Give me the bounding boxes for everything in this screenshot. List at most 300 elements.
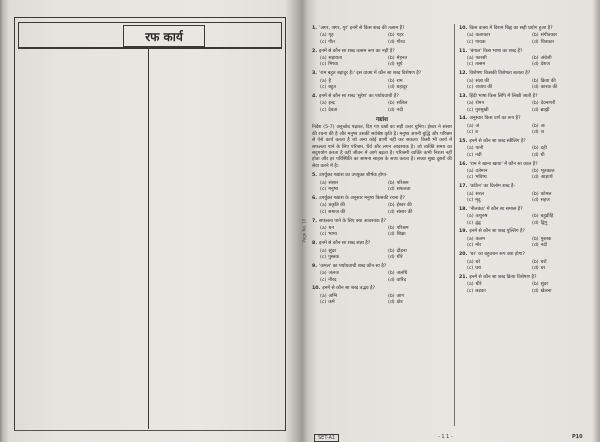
rough-work-header — [18, 22, 282, 49]
answer-option — [388, 108, 452, 114]
answer-option — [320, 85, 384, 91]
question-item — [312, 264, 452, 284]
option-text: देवनागरी — [540, 101, 556, 107]
option-key: (b) — [388, 293, 395, 299]
option-key: (b) — [532, 146, 539, 152]
option-key: (b) — [532, 101, 539, 107]
option-key: (a) — [320, 225, 327, 231]
option-key: (a) — [467, 123, 474, 129]
question-item — [459, 26, 593, 46]
option-key: (b) — [388, 203, 395, 209]
option-key: (a) — [320, 293, 327, 299]
option-key: (b) — [532, 214, 539, 220]
option-key: (a) — [467, 191, 474, 197]
option-key: (d) — [388, 277, 395, 283]
question-number: 19. — [459, 229, 468, 235]
option-key: (d) — [388, 187, 395, 193]
option-text: आग — [396, 293, 405, 299]
option-key: (c) — [467, 288, 474, 294]
option-text: फारसी — [475, 56, 487, 62]
option-text: तत्सम — [475, 62, 486, 68]
question-line — [459, 162, 593, 168]
option-key: (b) — [532, 123, 539, 129]
answer-option — [532, 266, 593, 272]
option-text: ब्राह्मी — [540, 107, 550, 113]
option-text: परिश्रम — [396, 180, 409, 186]
answer-option — [467, 175, 528, 181]
answer-option — [320, 300, 384, 306]
option-key: (a) — [320, 101, 327, 107]
question-item — [459, 207, 593, 227]
question-text: 'नीलकंठ' में कौन सा समास है? — [469, 206, 523, 212]
option-key: (c) — [467, 265, 474, 271]
answer-option — [388, 85, 452, 91]
question-text: उपर्युक्त गद्यांश के अनुसार मनुष्य किसकी रचना है? — [319, 195, 405, 201]
option-text: सहज — [540, 198, 550, 204]
option-key: (a) — [467, 56, 474, 62]
option-text: वारिद — [396, 277, 407, 283]
option-text: लड़का — [475, 288, 486, 294]
question-group-c — [459, 26, 593, 295]
option-text: अव्यय की — [475, 85, 493, 91]
question-number: 4. — [312, 93, 318, 99]
question-text: 'कमल' का पर्यायवाची शब्द कौन सा है? — [319, 263, 387, 269]
option-text: घी — [540, 152, 545, 158]
option-key: (b) — [388, 33, 395, 39]
question-text: उपर्युक्त गद्यांश का उपयुक्त शीर्षक होगा- — [319, 173, 388, 179]
option-key: (c) — [320, 187, 327, 193]
option-text: पुस्तक — [540, 236, 552, 242]
option-text: संगीतकार — [540, 33, 558, 39]
question-item — [459, 252, 593, 272]
answer-option — [467, 289, 528, 295]
answer-options — [320, 181, 452, 194]
question-number: 10. — [312, 286, 321, 292]
footer-code: SET-A1 — [314, 434, 339, 442]
passage-title: गद्यांश — [376, 117, 388, 124]
question-item — [459, 162, 593, 182]
option-key: (a) — [320, 180, 327, 186]
option-text: संसार की — [396, 209, 413, 215]
option-key: (d) — [532, 198, 539, 204]
answer-options — [320, 294, 452, 307]
option-text: देवता — [328, 107, 338, 113]
option-key: (a) — [467, 259, 474, 265]
question-number: 15. — [459, 139, 468, 145]
rough-work-bottom-rule — [14, 430, 284, 431]
option-key: (a) — [467, 236, 474, 242]
option-text: जलधि — [396, 271, 408, 277]
option-key: (d) — [388, 209, 395, 215]
answer-option — [388, 278, 452, 284]
option-key: (a) — [467, 33, 474, 39]
question-item — [312, 241, 452, 261]
option-text: शिक्षा — [396, 232, 406, 238]
option-text: समाज की — [328, 209, 346, 215]
answer-options — [467, 79, 593, 92]
answer-option — [320, 232, 384, 238]
option-key: (c) — [467, 130, 474, 136]
option-text: द्विगु — [540, 220, 548, 226]
option-text: सरल — [475, 191, 484, 197]
option-text: घर — [540, 265, 546, 271]
option-text: भूतकाल — [540, 169, 555, 175]
question-text: 'अगर, जगर, गुर' इनमें से किस शब्द की तत्सम हैं? — [319, 26, 405, 31]
option-text: सलिल — [396, 101, 408, 107]
answer-options — [320, 33, 452, 46]
option-text: संज्ञा की — [475, 78, 490, 84]
option-key: (c) — [320, 39, 327, 45]
option-key: (d) — [388, 300, 395, 306]
option-text: ञ — [540, 130, 545, 136]
option-text: कारक की — [540, 85, 558, 91]
question-number: 18. — [459, 206, 468, 212]
question-text: 'राम बहुत बहादुर है।' इस वाक्य में कौन सा शब्द विशेषण है? — [319, 71, 422, 77]
question-line — [312, 26, 452, 32]
option-text: मनुष्य — [328, 187, 339, 193]
footer-set-code: P10 — [572, 434, 583, 440]
question-number: 5. — [312, 173, 318, 179]
option-text: मिथ्या — [328, 62, 339, 68]
option-text: बहुव्रीहि — [540, 214, 554, 220]
option-key: (a) — [320, 248, 327, 254]
question-number: 7. — [312, 218, 318, 224]
option-text: गीत — [328, 39, 335, 45]
option-key: (d) — [532, 265, 539, 271]
answer-option — [320, 62, 384, 68]
question-line — [312, 241, 452, 247]
option-text: सहायता — [328, 56, 343, 62]
question-text: इनमें से कौन सा शब्द स्त्रीलिंग है? — [469, 139, 526, 145]
question-item — [459, 275, 593, 295]
answer-option — [388, 187, 452, 193]
question-column-left — [312, 26, 452, 309]
question-text: विशेषण किसकी विशेषता बताता है? — [469, 71, 531, 77]
option-text: रोमन — [475, 101, 485, 107]
option-text: है — [328, 78, 332, 84]
option-key: (c) — [467, 220, 474, 226]
answer-options — [320, 56, 452, 69]
option-text: संसार — [328, 180, 339, 186]
question-line — [459, 207, 593, 213]
option-text: अंग्रेजी — [540, 56, 552, 62]
option-text: नदी — [396, 107, 403, 113]
option-key: (d) — [388, 254, 395, 260]
question-item — [312, 286, 452, 306]
question-line — [312, 196, 452, 202]
answer-option — [320, 187, 384, 193]
option-key: (c) — [467, 85, 474, 91]
answer-options — [320, 101, 452, 114]
option-key: (d) — [532, 39, 539, 45]
answer-option — [320, 108, 384, 114]
option-key: (d) — [532, 62, 539, 68]
question-item — [312, 71, 452, 91]
option-key: (b) — [388, 271, 395, 277]
question-text: इनमें से कौन सा शब्द पुल्लिंग है? — [469, 229, 525, 235]
rough-work-page — [0, 0, 298, 442]
option-key: (b) — [388, 101, 395, 107]
option-key: (a) — [320, 56, 327, 62]
answer-options — [467, 101, 593, 114]
answer-options — [320, 226, 452, 239]
option-text: कलाकार — [475, 33, 491, 39]
answer-options — [467, 169, 593, 182]
option-key: (c) — [467, 243, 474, 249]
question-text: 'बंगाल' किस भाषा का शब्द है? — [469, 48, 523, 54]
question-number: 3. — [312, 71, 318, 77]
option-text: गुरुमुखी — [475, 107, 489, 113]
question-number: 9. — [312, 263, 318, 269]
option-text: परिश्रम — [396, 225, 409, 231]
question-text: 'घर' का बहुवचन रूप क्या होगा? — [469, 252, 525, 258]
option-key: (b) — [532, 169, 539, 175]
question-line — [312, 286, 452, 292]
option-text: तत्पुरुष — [475, 214, 488, 220]
passage-text: निर्देश (5-7) अनुच्छेद पढ़कर, दिए गए प्रश्नों का सही उत्तर चुनिए। ईश्वर ने संसार की रचना की है और मनुष्य उसकी सर्वश्रेष्ठ कृति है। मनुष्य अपनी बुद्धि और परिश्रम से ऐसे कार्य करता है जो अन्य कोई प्राणी नहीं कर सकता। किसी भी कार्य में सफलता पाने के लिए परिश्रम, धैर्य और लगन आवश्यक है। जो व्यक्ति समय का सदुपयोग करता है वही जीवन में आगे बढ़ता है। परिश्रमी व्यक्ति कभी निराश नहीं होता और हर परिस्थिति का सामना साहस के साथ करता है। सच्चा सुख दूसरों की सेवा करने में है। — [312, 125, 452, 169]
option-text: मोर — [475, 243, 482, 249]
option-text: घरा — [475, 265, 482, 271]
option-key: (a) — [320, 203, 327, 209]
question-text: इनमें से कौन सा शब्द तद्भव है? — [322, 286, 376, 292]
question-text: इनमें से कौन सा शब्द तत्सम रूप का नहीं है? — [319, 48, 395, 54]
question-item — [459, 49, 593, 69]
question-number: 11. — [459, 48, 468, 54]
question-line — [312, 264, 452, 270]
answer-option — [532, 130, 593, 136]
option-key: (c) — [467, 62, 474, 68]
option-text: धीरे — [396, 254, 403, 260]
rough-work-divider — [148, 46, 149, 429]
answer-option — [320, 40, 384, 46]
question-number: 10. — [459, 26, 468, 31]
page-side-label: Page No. 10 — [301, 218, 307, 243]
option-text: बहुत — [328, 85, 337, 91]
answer-options — [467, 124, 593, 137]
question-text: किस वाक्य में विराम चिह्न का सही प्रयोग हुआ है? — [469, 26, 553, 31]
option-text: द्वंद्व — [475, 220, 481, 226]
option-key: (b) — [532, 56, 539, 62]
question-text: इनमें से कौन सा शब्द 'सुरेश' का पर्यायवाची है? — [319, 93, 399, 99]
option-key: (d) — [532, 130, 539, 136]
answer-option — [532, 40, 593, 46]
question-line — [459, 26, 593, 32]
question-number: 1. — [312, 26, 318, 31]
question-number: 6. — [312, 195, 318, 201]
option-key: (a) — [467, 282, 474, 288]
question-text: सफलता पाने के लिए क्या आवश्यक है? — [319, 218, 387, 224]
question-number: 20. — [459, 252, 468, 258]
column-divider — [454, 24, 455, 426]
answer-options — [467, 56, 593, 69]
option-text: घरे — [475, 259, 481, 265]
option-text: सुंदर — [540, 282, 549, 288]
option-key: (d) — [532, 85, 539, 91]
answer-option — [388, 232, 452, 238]
answer-option — [388, 40, 452, 46]
option-key: (d) — [388, 232, 395, 238]
answer-options — [467, 192, 593, 205]
question-line — [312, 49, 452, 55]
option-key: (d) — [388, 85, 395, 91]
option-text: खेलना — [540, 288, 552, 294]
question-number: 16. — [459, 161, 468, 167]
question-line — [459, 184, 593, 190]
question-line — [312, 219, 452, 225]
answer-options — [320, 79, 452, 92]
answer-option — [388, 255, 452, 261]
option-text: जलज — [328, 271, 339, 277]
question-number: 13. — [459, 93, 468, 99]
option-text: घरों — [540, 259, 547, 265]
option-key: (c) — [320, 254, 327, 260]
option-text: बहादुर — [396, 85, 408, 91]
answer-option — [532, 62, 593, 68]
answer-option — [320, 278, 384, 284]
question-text: अनुस्वार किस वर्ण का रूप है? — [469, 116, 521, 122]
option-text: मेहनत — [396, 56, 408, 62]
question-item — [312, 196, 452, 216]
option-key: (a) — [467, 101, 474, 107]
option-text: क्षेत्र — [396, 300, 403, 306]
question-text: हिंदी भाषा किस लिपि में लिखी जाती है? — [469, 93, 538, 99]
option-text: अग्नि — [328, 293, 338, 299]
answer-option — [532, 175, 593, 181]
option-key: (c) — [467, 39, 474, 45]
answer-options — [320, 271, 452, 284]
option-key: (b) — [532, 191, 539, 197]
answer-options — [467, 33, 593, 46]
question-line — [459, 139, 593, 145]
option-text: अं — [475, 123, 480, 129]
option-key: (c) — [320, 85, 327, 91]
question-item — [459, 229, 593, 249]
option-key: (b) — [532, 33, 539, 39]
question-line — [459, 71, 593, 77]
option-text: कलम — [475, 236, 486, 242]
option-text: भविष्य — [475, 175, 487, 181]
option-text: प्रकृति की — [328, 203, 345, 209]
answer-option — [532, 108, 593, 114]
answer-option — [532, 198, 593, 204]
question-group-a — [312, 26, 452, 114]
answer-options — [467, 146, 593, 159]
answer-option — [467, 198, 528, 204]
option-text: क्रिया की — [540, 78, 556, 84]
question-item — [459, 184, 593, 204]
option-key: (c) — [467, 198, 474, 204]
option-key: (b) — [532, 78, 539, 84]
question-item — [459, 71, 593, 91]
question-line — [459, 116, 593, 122]
answer-option — [320, 255, 384, 261]
answer-options — [467, 260, 593, 273]
answer-option — [532, 221, 593, 227]
question-text: इनमें से कौन सा शब्द संज्ञा है? — [319, 241, 371, 247]
answer-option — [467, 40, 528, 46]
option-key: (d) — [388, 39, 395, 45]
option-text: पुस्तक — [328, 254, 340, 260]
option-key: (b) — [388, 56, 395, 62]
question-item — [312, 173, 452, 193]
answer-options — [320, 203, 452, 216]
answer-option — [467, 108, 528, 114]
answer-options — [467, 214, 593, 227]
answer-option — [388, 62, 452, 68]
option-key: (a) — [467, 146, 474, 152]
answer-option — [467, 153, 528, 159]
option-key: (a) — [320, 78, 327, 84]
question-text: 'राम ने खाना खाया' में कौन सा काल है? — [469, 161, 538, 167]
question-group-b — [312, 173, 452, 306]
option-key: (c) — [467, 175, 474, 181]
answer-option — [467, 130, 528, 136]
option-key: (a) — [467, 214, 474, 220]
answer-option — [467, 266, 528, 272]
option-key: (b) — [388, 248, 395, 254]
answer-options — [467, 237, 593, 250]
option-key: (b) — [532, 236, 539, 242]
footer-page-number: - 1 1 - — [438, 434, 453, 440]
question-line — [459, 229, 593, 235]
option-text: गृह — [328, 33, 334, 39]
option-text: कर्म — [328, 300, 335, 306]
question-item — [312, 26, 452, 46]
option-text: गायक — [475, 39, 486, 45]
option-key: (c) — [320, 232, 327, 238]
question-number: 8. — [312, 241, 318, 247]
option-text: सफलता — [396, 187, 411, 193]
option-text: नदी — [540, 243, 547, 249]
question-item — [312, 49, 452, 69]
question-line — [312, 94, 452, 100]
option-text: गौरव — [396, 39, 406, 45]
option-key: (c) — [467, 152, 474, 158]
option-key: (c) — [320, 300, 327, 306]
question-page — [302, 0, 600, 442]
option-text: भाग्य — [328, 232, 337, 238]
option-key: (d) — [532, 107, 539, 113]
question-line — [312, 173, 452, 179]
question-number: 2. — [312, 48, 318, 54]
question-item — [459, 94, 593, 114]
answer-options — [320, 249, 452, 262]
option-text: ईश्वर की — [396, 203, 412, 209]
answer-option — [532, 153, 593, 159]
answer-options — [467, 282, 593, 295]
option-text: पानी — [475, 146, 484, 152]
question-line — [459, 252, 593, 258]
option-text: आज्ञार्थ — [540, 175, 553, 181]
option-text: नदी — [475, 152, 482, 158]
option-text: राम — [396, 78, 403, 84]
option-text: चित्रकार — [540, 39, 555, 45]
option-key: (d) — [388, 107, 395, 113]
option-text: अः — [540, 123, 546, 129]
option-key: (c) — [320, 209, 327, 215]
rough-work-title: रफ कार्य — [123, 25, 205, 47]
question-item — [459, 116, 593, 136]
option-key: (d) — [532, 152, 539, 158]
option-key: (d) — [532, 243, 539, 249]
option-text: दही — [540, 146, 547, 152]
option-text: धीरे — [475, 282, 482, 288]
option-text: देशज — [540, 62, 550, 68]
question-number: 14. — [459, 116, 468, 122]
option-key: (b) — [388, 180, 395, 186]
option-text: कोमल — [540, 191, 552, 197]
question-column-right — [459, 26, 593, 297]
